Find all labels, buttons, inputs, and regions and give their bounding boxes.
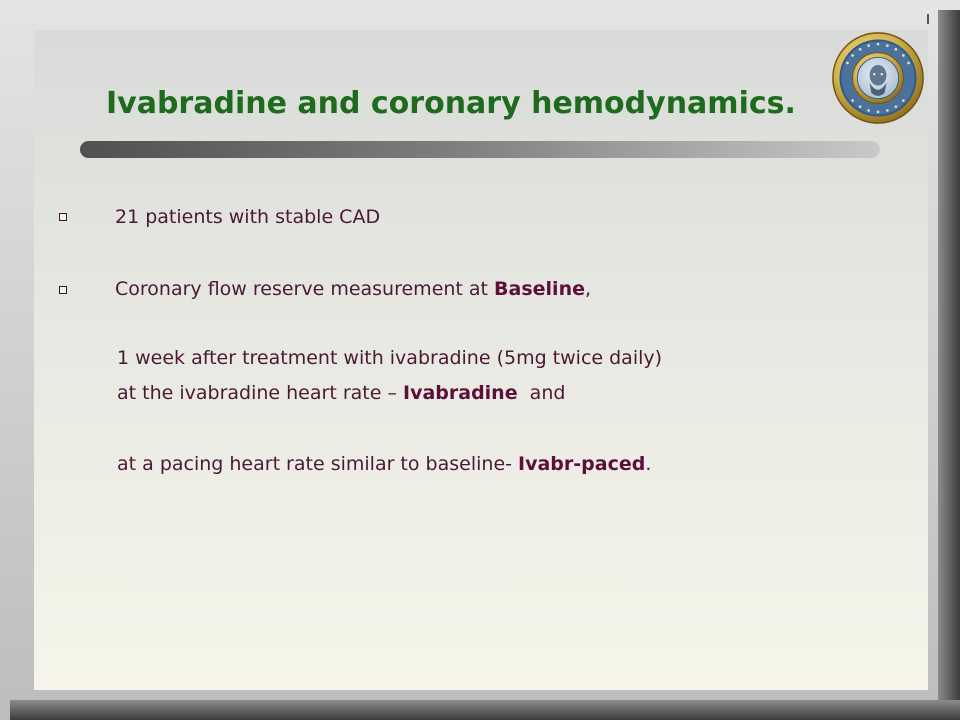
- bullet-square-icon: [59, 286, 67, 294]
- highlight-term: Ivabr-paced: [518, 453, 646, 475]
- slide-title: Ivabradine and coronary hemodynamics.: [106, 86, 796, 121]
- sub-line-text-before: at the ivabradine heart rate –: [117, 382, 403, 404]
- sub-line: 1 week after treatment with ivabradine (5mg twice daily): [117, 347, 663, 369]
- bullet-text-before: Coronary flow reserve measurement at: [115, 278, 495, 300]
- bullet-text: [115, 277, 591, 301]
- sub-line-text-after: and: [517, 382, 566, 404]
- title-underline-bar: [80, 141, 880, 158]
- frame-shadow-bottom: [10, 700, 960, 720]
- frame-divider: [927, 14, 929, 24]
- bullet-text: 21 patients with stable CAD: [115, 206, 381, 228]
- highlight-term: Baseline: [494, 278, 585, 300]
- bullet-square-icon: [59, 213, 67, 221]
- sub-line: [117, 381, 565, 405]
- sub-line-text-after: .: [645, 453, 652, 475]
- sub-line-text-before: at a pacing heart rate similar to baseline-: [117, 453, 519, 475]
- sub-line: [117, 452, 651, 476]
- highlight-term: Ivabradine: [403, 382, 518, 404]
- bullet-text-after: ,: [584, 278, 592, 300]
- frame-shadow-right: [938, 10, 960, 710]
